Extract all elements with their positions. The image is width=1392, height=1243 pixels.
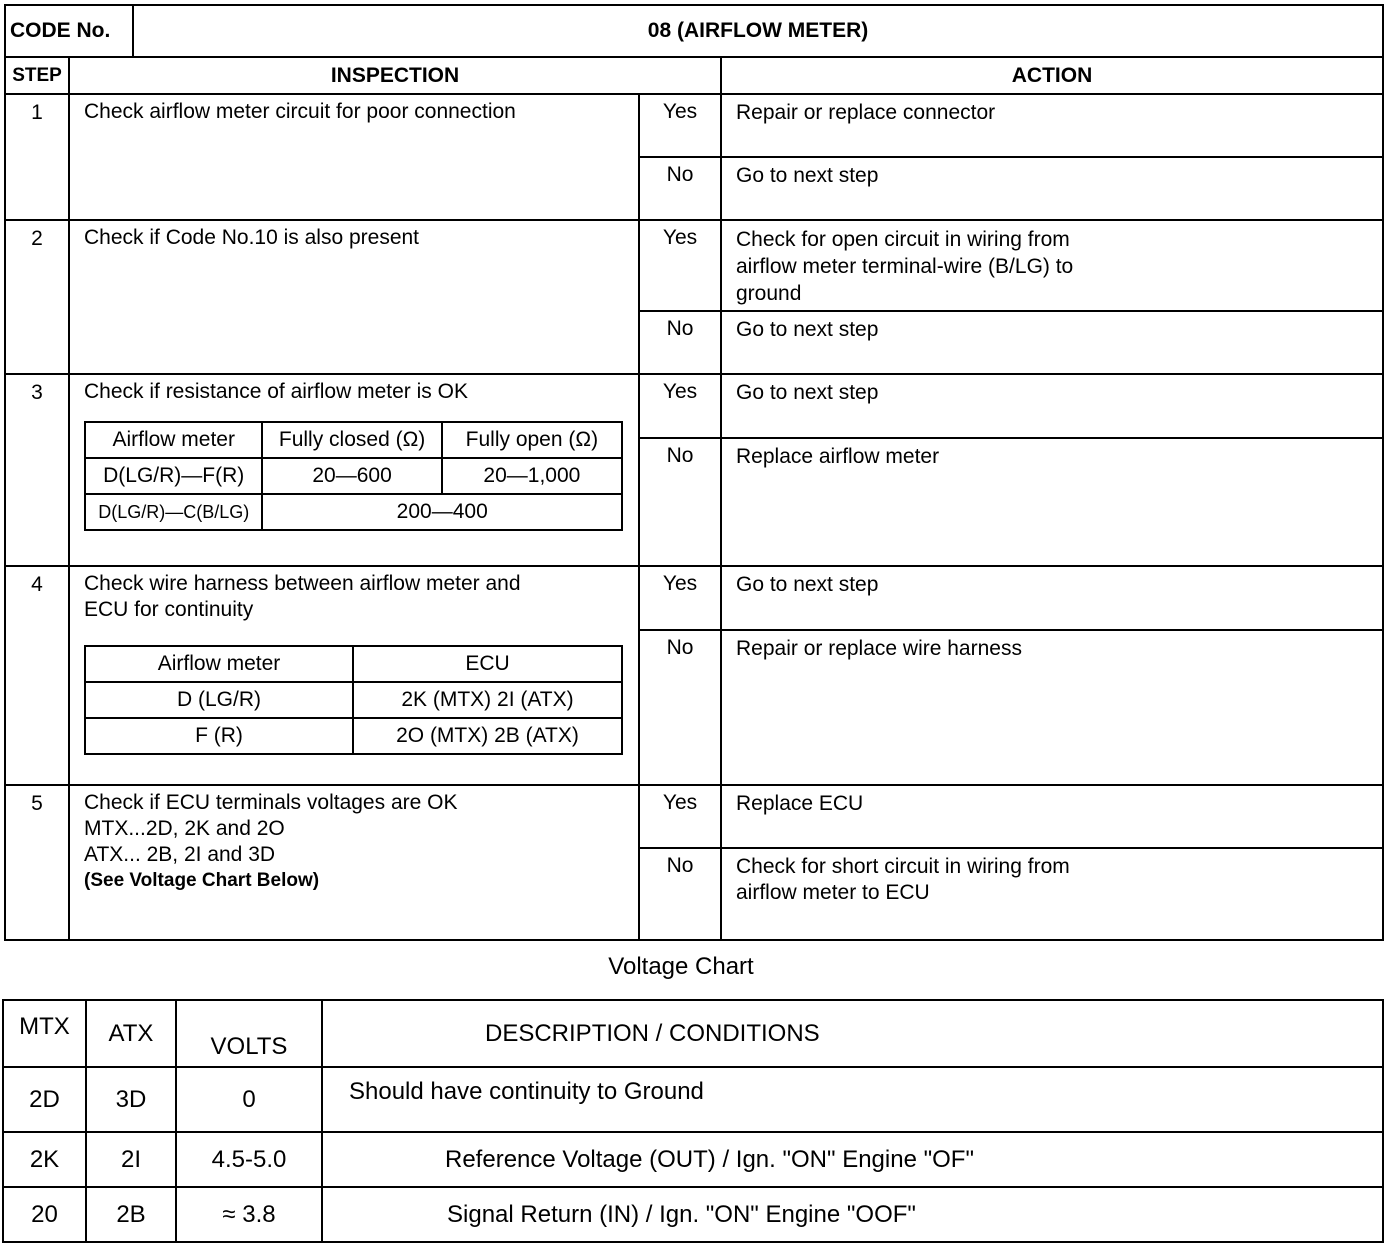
continuity-cell: 2K (MTX) 2I (ATX) [353,682,622,718]
resistance-cell: 20—600 [262,458,441,494]
continuity-table [84,645,623,755]
inspection-text: Check if resistance of airflow meter is OK [84,380,468,403]
no-action [721,848,1383,940]
no-label: No [639,848,721,940]
inspection-note: (See Voltage Chart Below) [84,870,320,891]
step-header: STEP [5,57,69,94]
action-line: airflow meter to ECU [736,881,930,904]
action-line: Check for short circuit in wiring from [736,855,1070,878]
code-title: 08 (AIRFLOW METER) [133,5,1383,57]
inspection-line: ATX... 2B, 2I and 3D [84,843,276,866]
resistance-header: Fully open (Ω) [442,422,622,458]
continuity-cell: D (LG/R) [85,682,353,718]
voltage-header-atx: ATX [86,1000,176,1067]
resistance-table [84,421,623,531]
voltage-cell-volts: 0 [176,1067,322,1132]
inspection-line: Check if ECU terminals voltages are OK [84,791,458,814]
voltage-header-volts: VOLTS [176,1000,322,1067]
step-inspection [69,374,639,566]
resistance-header: Airflow meter [85,422,262,458]
voltage-cell-description: Should have continuity to Ground [322,1067,1383,1132]
no-action: Go to next step [721,311,1383,374]
yes-action [721,220,1383,311]
yes-action: Go to next step [721,374,1383,438]
step-inspection [69,566,639,785]
no-label: No [639,438,721,566]
yes-label: Yes [639,785,721,848]
inspection-line: Check wire harness between airflow meter and [84,572,521,595]
yes-label: Yes [639,220,721,311]
no-action: Go to next step [721,157,1383,220]
step-number: 5 [5,785,69,940]
resistance-cell: 200—400 [262,494,622,530]
voltage-cell-mtx: 20 [3,1187,86,1242]
voltage-header-description: DESCRIPTION / CONDITIONS [322,1000,1383,1067]
yes-action: Repair or replace connector [721,94,1383,157]
yes-label: Yes [639,94,721,157]
voltage-cell-description: Signal Return (IN) / Ign. "ON" Engine "OOF" [322,1187,1383,1242]
step-inspection: Check if Code No.10 is also present [69,220,639,374]
inspection-table [4,4,1384,941]
code-label: CODE No. [5,5,133,57]
continuity-header: ECU [353,646,622,682]
action-line: ground [736,282,802,305]
resistance-cell: 20—1,000 [442,458,622,494]
voltage-cell-atx: 3D [86,1067,176,1132]
no-label: No [639,157,721,220]
no-action: Replace airflow meter [721,438,1383,566]
step-number: 4 [5,566,69,785]
no-label: No [639,311,721,374]
continuity-header: Airflow meter [85,646,353,682]
voltage-cell-description: Reference Voltage (OUT) / Ign. "ON" Engine "OF" [322,1132,1383,1187]
action-line: Check for open circuit in wiring from [736,228,1070,251]
yes-action: Replace ECU [721,785,1383,848]
action-line: airflow meter terminal-wire (B/LG) to [736,255,1074,278]
yes-label: Yes [639,566,721,630]
step-number: 2 [5,220,69,374]
no-label: No [639,630,721,785]
continuity-cell: F (R) [85,718,353,754]
action-header: ACTION [721,57,1383,94]
resistance-cell: D(LG/R)—F(R) [85,458,262,494]
no-action: Repair or replace wire harness [721,630,1383,785]
voltage-cell-volts: ≈ 3.8 [176,1187,322,1242]
voltage-chart-title: Voltage Chart [608,953,754,980]
voltage-cell-atx: 2I [86,1132,176,1187]
yes-label: Yes [639,374,721,438]
voltage-cell-volts: 4.5-5.0 [176,1132,322,1187]
inspection-line: ECU for continuity [84,598,254,621]
resistance-header: Fully closed (Ω) [262,422,441,458]
inspection-line: MTX...2D, 2K and 2O [84,817,285,840]
step-number: 3 [5,374,69,566]
resistance-cell: D(LG/R)—C(B/LG) [85,494,262,530]
voltage-cell-mtx: 2D [3,1067,86,1132]
step-number: 1 [5,94,69,220]
inspection-header: INSPECTION [69,57,721,94]
voltage-cell-atx: 2B [86,1187,176,1242]
step-inspection: Check airflow meter circuit for poor connection [69,94,639,220]
voltage-header-mtx: MTX [3,1000,86,1067]
voltage-cell-mtx: 2K [3,1132,86,1187]
continuity-cell: 2O (MTX) 2B (ATX) [353,718,622,754]
voltage-chart-table [2,999,1384,1243]
yes-action: Go to next step [721,566,1383,630]
step-inspection [69,785,639,940]
